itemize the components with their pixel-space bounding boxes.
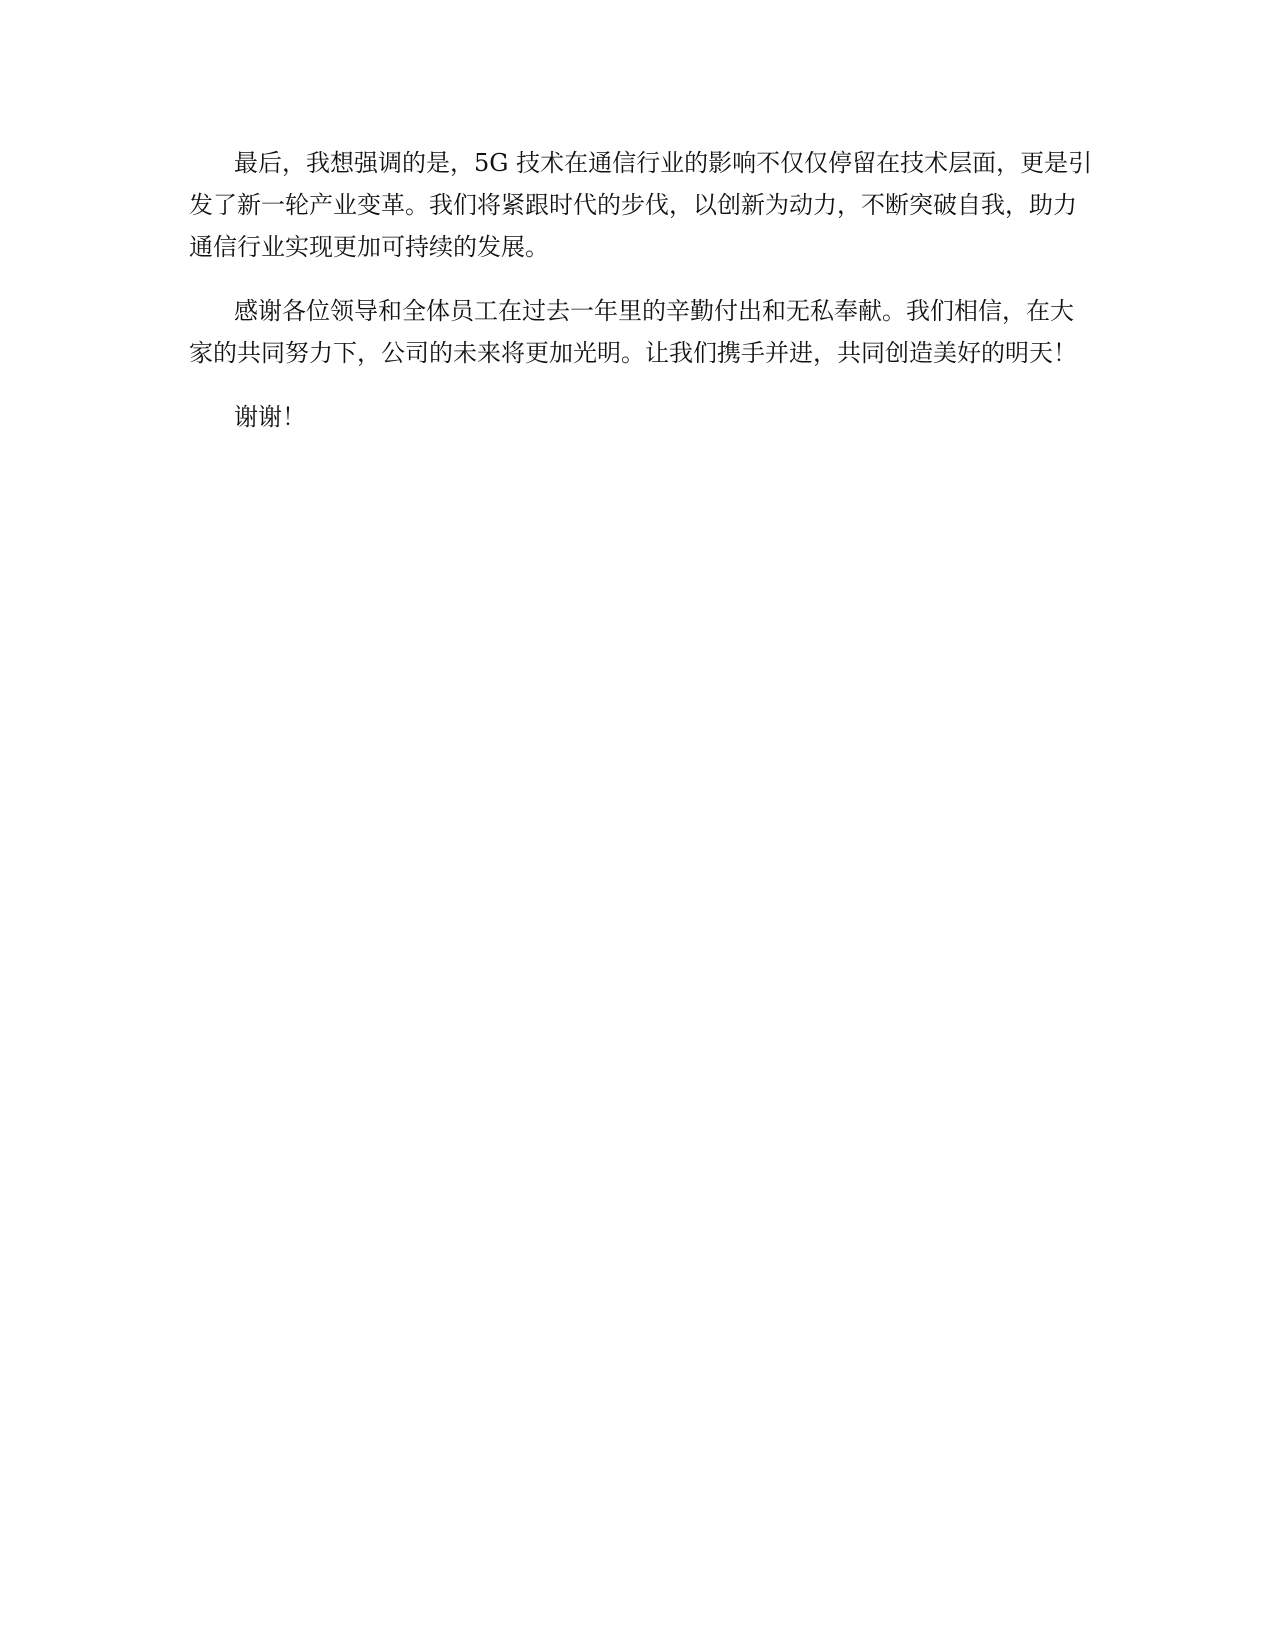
paragraph-thank-you: 谢谢！ [234, 403, 306, 431]
document-body [189, 142, 1094, 460]
paragraph-closing-emphasis: 最后，我想强调的是，5G 技术在通信行业的影响不仅仅停留在技术层面，更是引发了新一轮产业变革。我们将紧跟时代的步伐，以创新为动力，不断突破自我，助力通信行业实现更加可持续的发展。 [189, 149, 1093, 261]
paragraph-thanks: 感谢各位领导和全体员工在过去一年里的辛勤付出和无私奉献。我们相信，在大家的共同努力下，公司的未来将更加光明。让我们携手并进，共同创造美好的明天！ [189, 297, 1077, 367]
